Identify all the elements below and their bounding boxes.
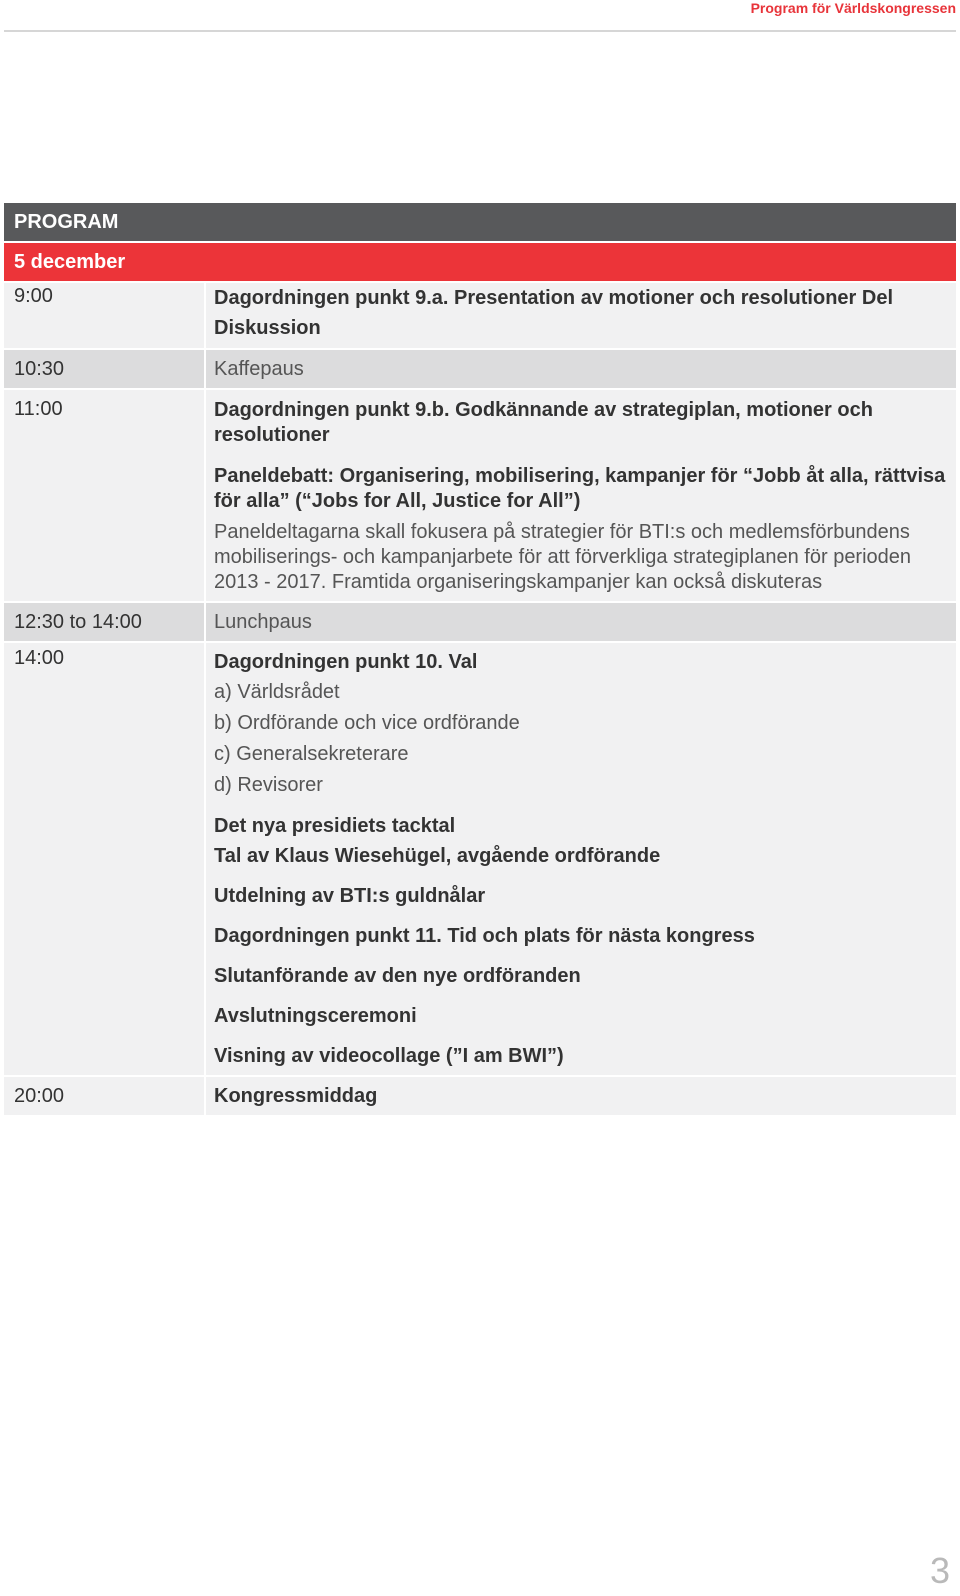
panel-title: Paneldebatt: Organisering, mobilisering, kampanjer för “Jobb åt alla, rättvisa för alla” (“Jobs for All, Justice for All”): [214, 465, 946, 512]
content-block: [206, 643, 956, 805]
agenda-item: Dagordningen punkt 10. Val: [214, 651, 478, 673]
agenda-item: Tal av Klaus Wiesehügel, avgående ordförande: [214, 845, 661, 867]
header-divider: [4, 30, 956, 32]
agenda-item: Kaffepaus: [214, 358, 304, 380]
agenda-item: Utdelning av BTI:s guldnålar: [214, 885, 486, 907]
content-cell: [206, 1077, 956, 1115]
table-row: [4, 643, 956, 1075]
agenda-item: Dagordningen punkt 11. Tid och plats för nästa kongress: [214, 925, 755, 947]
time-cell: 11:00: [4, 390, 204, 601]
time-cell: 12:30 to 14:00: [4, 603, 204, 641]
content-block: [206, 350, 956, 388]
program-title-bar: PROGRAM: [4, 203, 956, 241]
table-row: [4, 1077, 956, 1115]
program-date-bar: 5 december: [4, 243, 956, 281]
content-cell: [206, 603, 956, 641]
content-block: [206, 917, 956, 955]
agenda-item: Visning av videocollage (”I am BWI”): [214, 1045, 564, 1067]
page-header-title: Program för Världskongressen: [750, 0, 956, 16]
content-cell: [206, 643, 956, 1075]
table-row: [4, 390, 956, 601]
agenda-item: Dagordningen punkt 9.b. Godkännande av strategiplan, motioner och resolutioner: [214, 399, 873, 446]
agenda-item: Avslutningsceremoni: [214, 1005, 417, 1027]
page-number: 3: [929, 1550, 950, 1591]
content-cell: [206, 283, 956, 348]
agenda-item: Dagordningen punkt 9.a. Presentation av motioner och resolutioner Del Diskussion: [214, 287, 893, 339]
election-item: a) Världsrådet: [214, 681, 340, 703]
content-block: [206, 1037, 956, 1075]
table-row: [4, 603, 956, 641]
content-cell: [206, 350, 956, 388]
election-item: c) Generalsekreterare: [214, 743, 409, 765]
agenda-item: Slutanförande av den nye ordföranden: [214, 965, 581, 987]
content-block: [206, 997, 956, 1035]
time-cell: 9:00: [4, 283, 204, 348]
program-table: [4, 203, 956, 1117]
content-block: [206, 807, 956, 875]
time-cell: 20:00: [4, 1077, 204, 1115]
election-item: d) Revisorer: [214, 774, 323, 796]
time-cell: 10:30: [4, 350, 204, 388]
content-block: [206, 877, 956, 915]
time-cell: 14:00: [4, 643, 204, 1075]
content-block: [206, 390, 956, 454]
content-block: [206, 283, 956, 348]
table-row: [4, 283, 956, 348]
panel-description: Paneldeltagarna skall fokusera på strategier för BTI:s och medlemsförbundens mobiliserings- och kampanjarbete för att förverkliga strategiplanen för perioden 2013 - 2017. Framtida organiseringskampanjer kan också diskuteras: [214, 521, 912, 593]
content-block: [206, 957, 956, 995]
agenda-item: Lunchpaus: [214, 611, 312, 633]
agenda-item: Kongressmiddag: [214, 1085, 378, 1107]
content-cell: [206, 390, 956, 601]
content-block: [206, 456, 956, 601]
content-block: [206, 1077, 956, 1115]
content-block: [206, 603, 956, 641]
election-item: b) Ordförande och vice ordförande: [214, 712, 520, 734]
table-row: [4, 350, 956, 388]
agenda-item: Det nya presidiets tacktal: [214, 815, 456, 837]
